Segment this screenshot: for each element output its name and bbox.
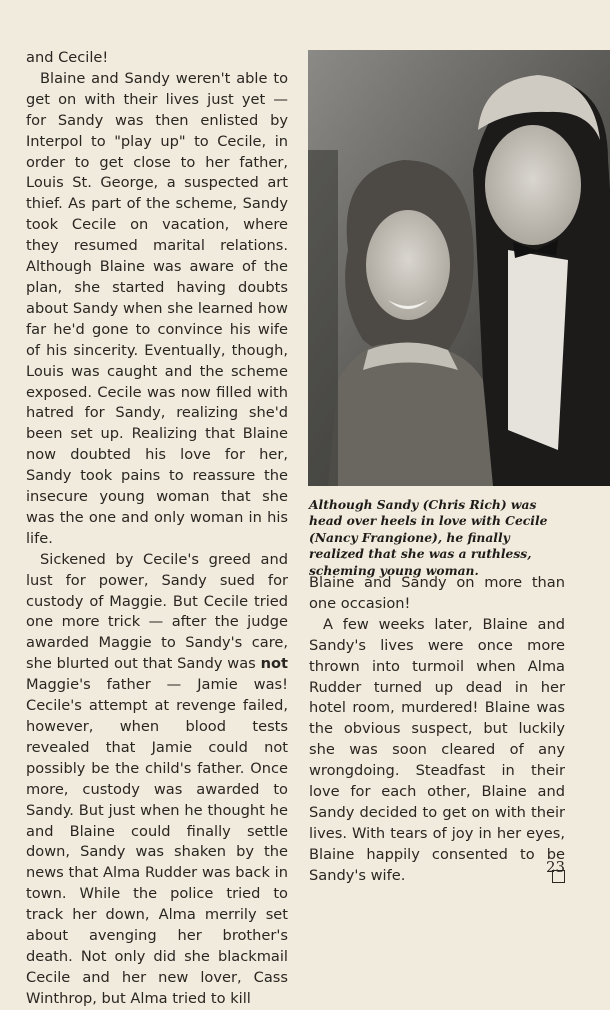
paragraph <box>309 615 565 887</box>
photo-couple-illustration <box>308 50 610 486</box>
paragraph-text: Sickened by Cecile's greed and lust for power, Sandy sued for custody of Maggie. But Cecile tried one more trick — after the judge awarded Maggie to Sandy's care, she blurted out that Sandy was <box>26 550 288 673</box>
paragraph: Blaine and Sandy weren't able to get on with their lives just yet — for Sandy was then enlisted by Interpol to "play up" to Cecile, in order to get close to her father, Louis St. George, a suspected art thief. As part of the scheme, Sandy took Cecile on vacation, where they resumed marital relations. Although Blaine was aware of the plan, she started having doubts about Sandy when she learned how far he'd gone to convince his wife of his sincerity. Eventually, though, Louis was caught and the scheme exposed. Cecile was now filled with hatred for Sandy, realizing she'd been set up. Realizing that Blaine now doubted his love for her, Sandy took pains to reassure the insecure young woman that she was the one and only woman in his life. <box>26 69 288 547</box>
paragraph-continuation: and Cecile! <box>26 49 109 66</box>
left-text-column <box>26 48 288 1010</box>
right-text-column <box>309 573 565 887</box>
emphasis-text: not <box>260 655 288 673</box>
page-number: 23 <box>546 858 566 876</box>
paragraph-text: Maggie's father — Jamie was! Cecile's attempt at revenge failed, however, when blood tests revealed that Jamie could not possibly be the child's father. Once more, custody was awarded to Sandy. But just when he thought he and Blaine could finally settle down, Sandy was shaken by the news that Alma Rudder was back in town. While the police tried to track her down, Alma merrily set about avenging her brother's death. Not only did she blackmail Cecile and her new lover, Cass Winthrop, but Alma tried to kill <box>26 676 288 1007</box>
paragraph <box>26 550 288 1010</box>
paragraph-text: A few weeks later, Blaine and Sandy's lives were once more thrown into turmoil when Alma Rudder turned up dead in her hotel room, murdered! Blaine was the obvious suspect, but luckily she was soon cleared of any wrongdoing. Steadfast in their love for each other, Blaine and Sandy decided to get on with their lives. With tears of joy in her eyes, Blaine happily consented to be Sandy's wife. <box>309 615 565 884</box>
photo-caption: Although Sandy (Chris Rich) was head over heels in love with Cecile (Nancy Frangione), he finally realized that she was a ruthless, scheming young woman. <box>309 497 548 578</box>
article-photo <box>308 50 610 486</box>
paragraph-continuation: Blaine and Sandy on more than one occasion! <box>309 574 565 612</box>
